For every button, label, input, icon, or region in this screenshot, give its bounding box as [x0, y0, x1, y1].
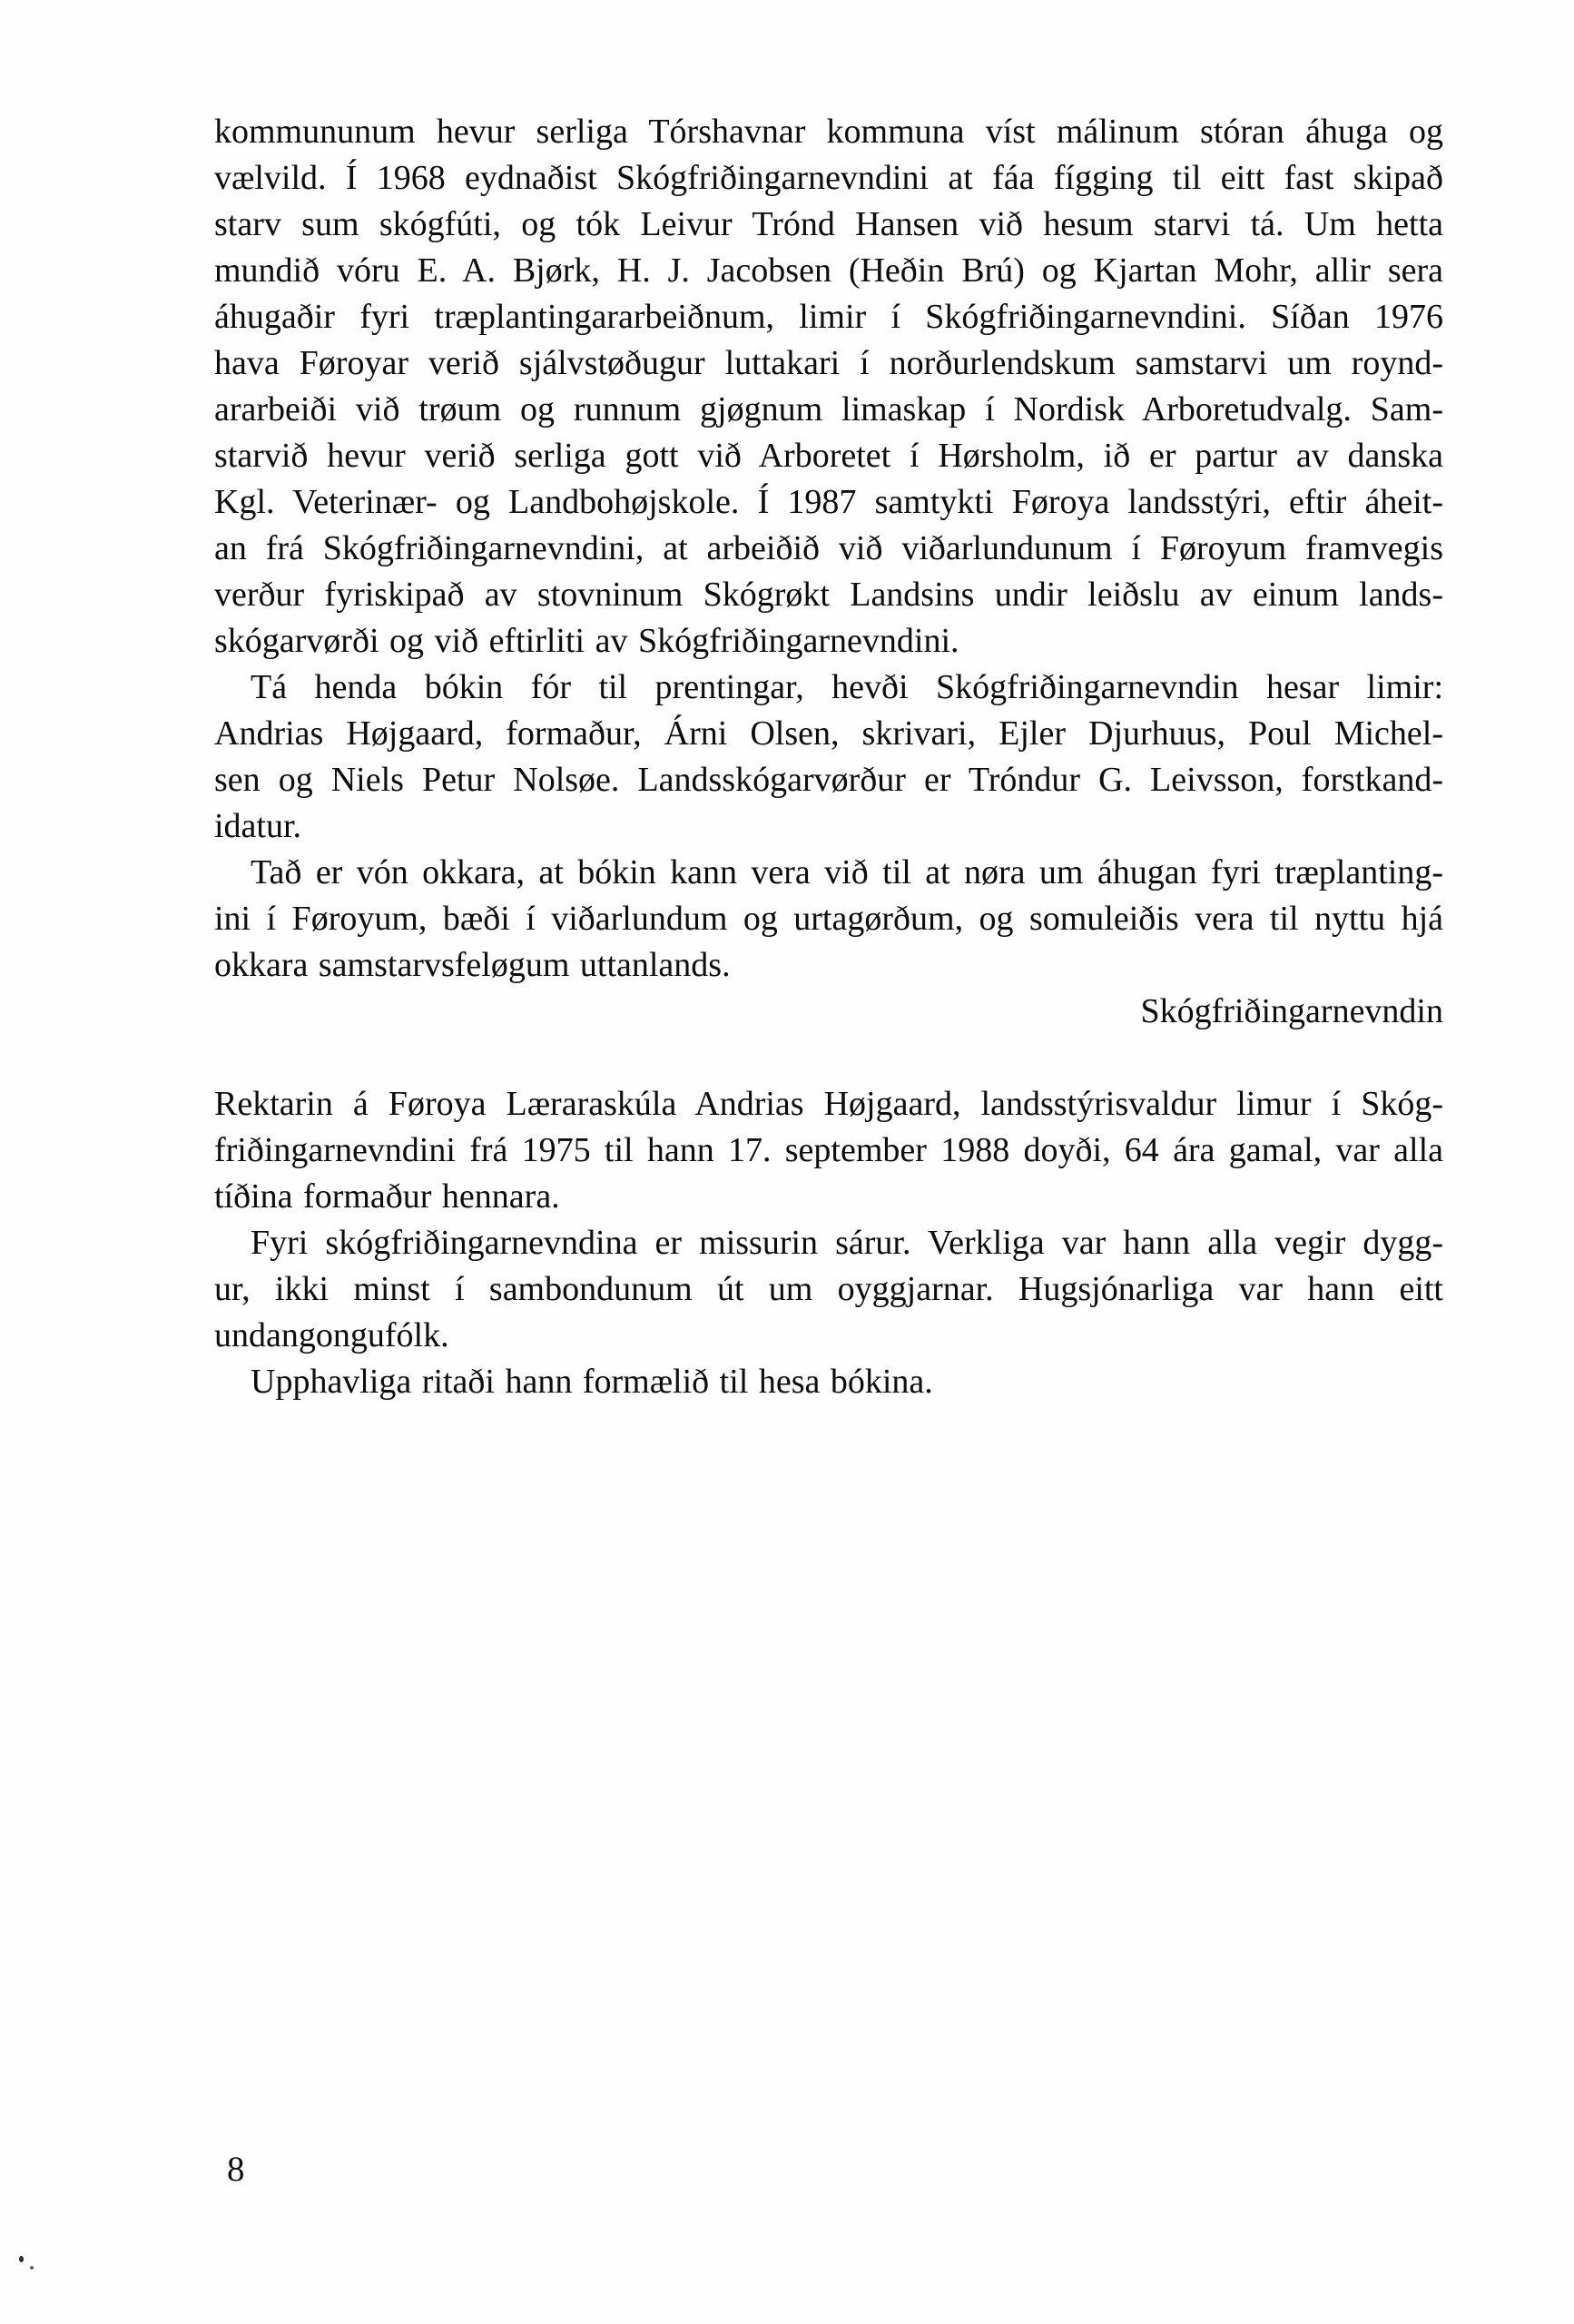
text-line: ararbeiði við trøum og runnum gjøgnum limaskap í Nordisk Arboretudvalg. Sam- [214, 390, 1443, 428]
text-line: hava Føroyar verið sjálvstøðugur luttakari í norðurlendskum samstarvi um roynd- [214, 344, 1443, 382]
paragraph-continuation [214, 109, 1443, 665]
text-line: starvið hevur verið serliga gott við Arboretet í Hørsholm, ið er partur av danska [214, 437, 1443, 475]
text-line: Tað er vón okkara, at bókin kann vera við til at nøra um áhugan fyri træplanting- [251, 853, 1443, 891]
text-line: idatur. [214, 807, 302, 845]
page-number: 8 [227, 2150, 245, 2189]
text-line: skógarvørði og við eftirliti av Skógfriðingarnevndini. [214, 622, 959, 660]
text-line: an frá Skógfriðingarnevndini, at arbeiðið við viðarlundunum í Føroyum framvegis [214, 529, 1443, 567]
text-line: Tá henda bókin fór til prentingar, hevði Skógfriðingarnevndin hesar limir: [251, 668, 1443, 706]
paragraph-obituary [214, 1081, 1443, 1220]
text-line: okkara samstarvsfeløgum uttanlands. [214, 946, 731, 984]
text-line: starv sum skógfúti, og tók Leivur Trónd Hansen við hesum starvi tá. Um hetta [214, 205, 1443, 243]
paragraph-foreword-note [214, 1359, 1443, 1405]
text-line: Fyri skógfriðingarnevndina er missurin sárur. Verkliga var hann alla vegir dygg- [251, 1224, 1443, 1262]
paragraph-loss [214, 1220, 1443, 1359]
text-line: Skógfriðingarnevndin [1140, 992, 1443, 1030]
text-line: friðingarnevndini frá 1975 til hann 17. september 1988 doyði, 64 ára gamal, var alla [214, 1131, 1443, 1169]
text-line: ini í Føroyum, bæði í viðarlundum og urtagørðum, og somuleiðis vera til nyttu hjá [214, 900, 1443, 938]
text-line: Kgl. Veterinær- og Landbohøjskole. Í 1987 samtykti Føroya landsstýri, eftir áheit- [214, 483, 1443, 521]
text-line: undangongufólk. [214, 1316, 449, 1354]
text-line: sen og Niels Petur Nolsøe. Landsskógarvørður er Tróndur G. Leivsson, forstkand- [214, 761, 1443, 799]
text-line: ur, ikki minst í sambondunum út um oyggjarnar. Hugsjónarliga var hann eitt [214, 1270, 1443, 1308]
text-line: tíðina formaður hennara. [214, 1177, 560, 1216]
page-text-block [214, 109, 1443, 1405]
text-line: áhugaðir fyri træplantingararbeiðnum, limir í Skógfriðingarnevndini. Síðan 1976 [214, 298, 1443, 336]
text-line: verður fyriskipað av stovninum Skógrøkt Landsins undir leiðslu av einum lands- [214, 576, 1443, 614]
scan-speck-icon [19, 2256, 24, 2262]
text-line: Rektarin á Føroya Læraraskúla Andrias Højgaard, landsstýrisvaldur limur í Skóg- [214, 1085, 1443, 1123]
text-line: Andrias Højgaard, formaður, Árni Olsen, skrivari, Ejler Djurhuus, Poul Michel- [214, 714, 1443, 753]
text-line: vælvild. Í 1968 eydnaðist Skógfriðingarnevndini at fáa fígging til eitt fast skipað [214, 159, 1443, 197]
paragraph-hope [214, 850, 1443, 989]
text-line: mundið vóru E. A. Bjørk, H. J. Jacobsen (Heðin Brú) og Kjartan Mohr, allir sera [214, 251, 1443, 290]
signature-line [214, 989, 1443, 1035]
scan-speck-icon [30, 2266, 34, 2270]
text-line: Upphavliga ritaði hann formælið til hesa bókina. [251, 1363, 933, 1401]
paragraph-committee-members [214, 665, 1443, 850]
text-line: kommununum hevur serliga Tórshavnar kommuna víst málinum stóran áhuga og [214, 113, 1443, 151]
